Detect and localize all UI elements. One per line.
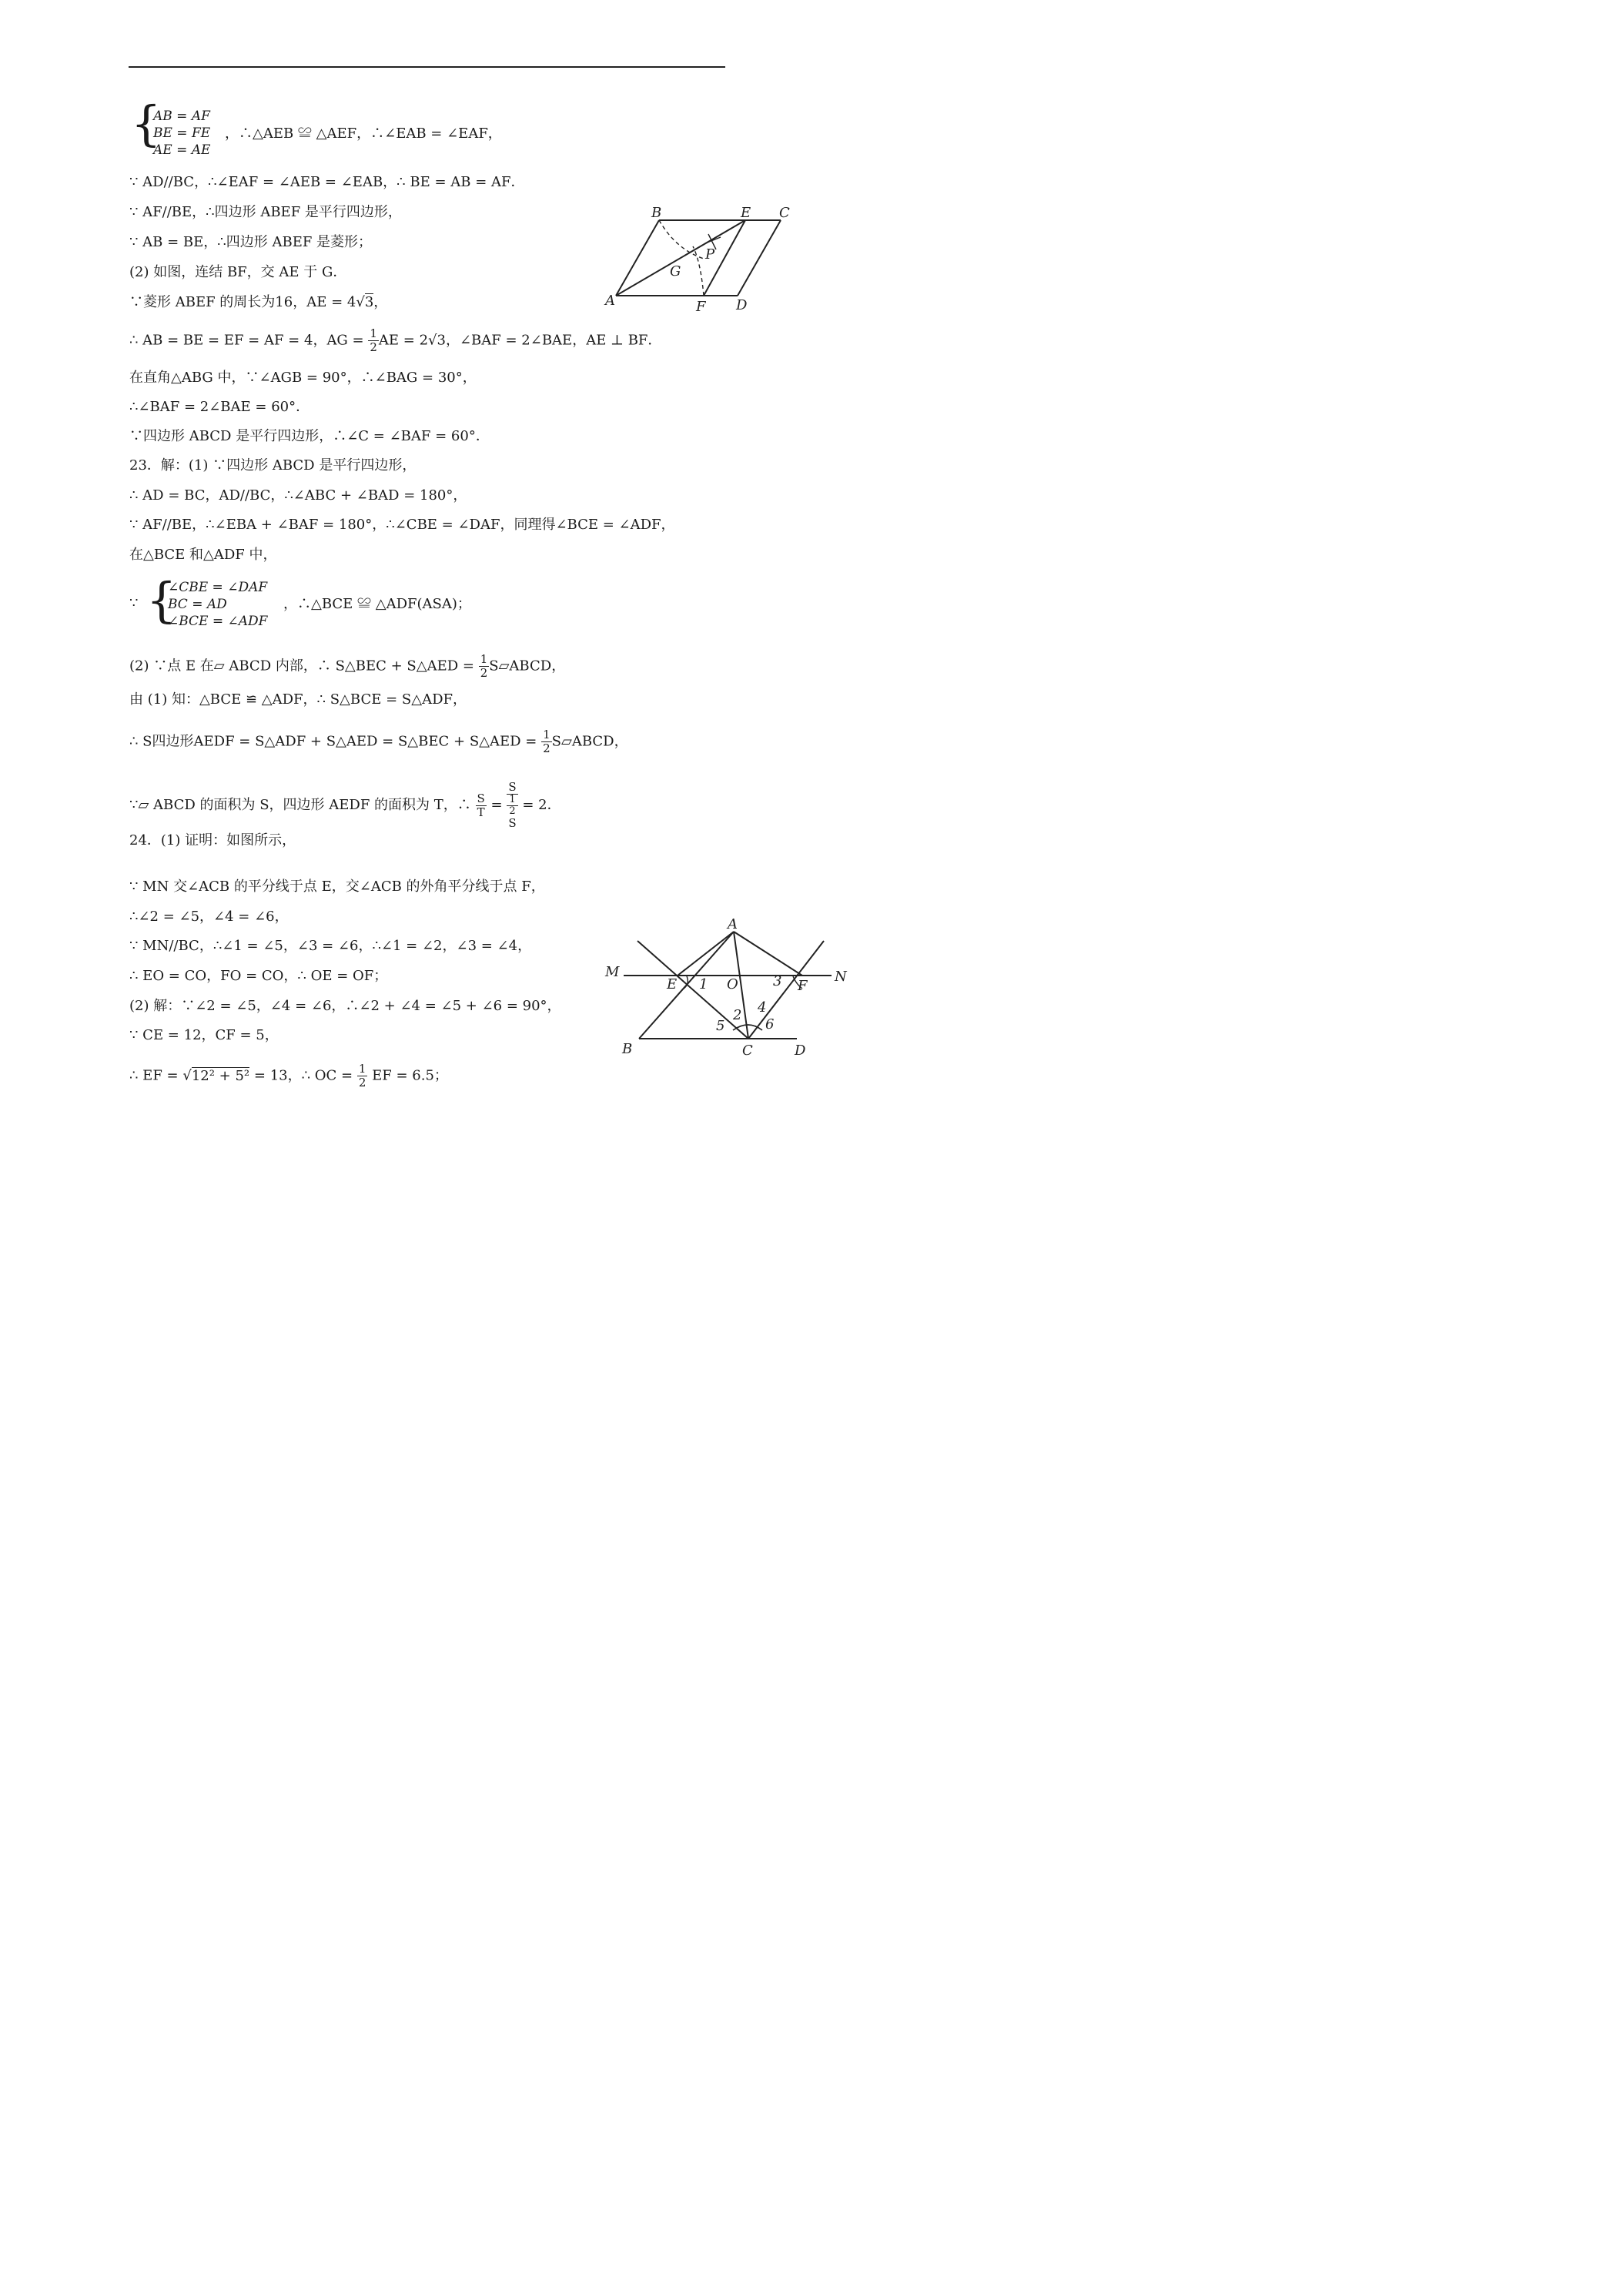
text-segment: ∴ S四边形AEDF = S△ADF + S△AED = S△BEC + S△AED = xyxy=(129,733,537,750)
label-e: E xyxy=(667,976,678,992)
label-angle-1: 1 xyxy=(699,976,708,992)
text-line: 在直角△ABG 中，∵∠AGB = 90°，∴∠BAG = 30°， xyxy=(129,370,477,386)
fraction-half xyxy=(368,327,379,354)
text-line: ∵ AF//BE，∴四边形 ABEF 是平行四边形， xyxy=(129,204,402,220)
text-line: (2) 解：∵∠2 = ∠5，∠4 = ∠6，∴∠2 + ∠4 = ∠5 + ∠6 = 90°， xyxy=(129,998,561,1014)
text-segment: 3 xyxy=(364,294,374,310)
label-n: N xyxy=(835,969,847,985)
text-segment: ∴ AB = BE = EF = AF = 4，AG = xyxy=(129,332,364,349)
text-line: ∵ AD//BC，∴∠EAF = ∠AEB = ∠EAB，∴ BE = AB = AF． xyxy=(129,174,525,190)
text-line xyxy=(129,728,628,755)
fraction-half xyxy=(541,728,552,755)
fraction-half xyxy=(507,795,517,817)
triangle-bisector-figure xyxy=(601,918,855,1064)
label-f: F xyxy=(798,978,808,994)
text-line: ∵ MN 交∠ACB 的平分线于点 E，交∠ACB 的外角平分线于点 F， xyxy=(129,879,545,895)
fraction-half xyxy=(357,1063,368,1089)
line-ab xyxy=(616,220,659,296)
text-segment: ， xyxy=(373,294,388,310)
question-23-heading: 23．解：(1) ∵四边形 ABCD 是平行四边形， xyxy=(129,457,417,474)
numerator: 1 xyxy=(543,728,550,741)
text-line xyxy=(129,293,387,312)
system-row: ∠BCE = ∠ADF xyxy=(168,614,268,629)
label-d: D xyxy=(736,297,748,313)
text-line: 在△BCE 和△ADF 中， xyxy=(129,547,277,563)
because-symbol: ∵ xyxy=(129,595,139,611)
text-line xyxy=(129,327,661,354)
denominator: 2 xyxy=(358,1076,366,1089)
text-line: ∵ AB = BE，∴四边形 ABEF 是菱形； xyxy=(129,234,373,250)
line-af xyxy=(734,932,802,976)
text-segment: S▱ABCD， xyxy=(489,658,566,674)
arc-f xyxy=(693,246,704,296)
text-line: ∴∠2 = ∠5，∠4 = ∠6， xyxy=(129,909,289,925)
parallelogram-figure xyxy=(601,202,801,313)
denominator: 2 xyxy=(509,805,516,817)
question-24-heading: 24．(1) 证明：如图所示， xyxy=(129,832,296,848)
denominator: 2 xyxy=(480,666,488,680)
system-row: AB = AF xyxy=(153,109,210,124)
numerator: S xyxy=(477,791,485,805)
equation-system-1 xyxy=(153,108,210,159)
equation-system-2 xyxy=(168,579,267,630)
label-g: G xyxy=(670,263,681,279)
label-angle-3: 3 xyxy=(773,973,782,989)
fraction-s-over-t xyxy=(476,792,487,819)
text-segment: S▱ABCD， xyxy=(551,733,628,750)
label-p: P xyxy=(705,246,715,263)
text-line: ∴ AD = BC，AD//BC，∴∠ABC + ∠BAD = 180°， xyxy=(129,487,467,504)
denominator: 2 xyxy=(370,340,377,354)
label-b: B xyxy=(622,1041,633,1057)
text-line: ∵ CE = 12，CF = 5， xyxy=(129,1027,279,1043)
text-segment: ∴ EF = xyxy=(129,1067,179,1084)
label-a: A xyxy=(728,918,738,932)
line-ae xyxy=(616,220,745,296)
s-symbol: S xyxy=(508,816,517,830)
text-line: 由 (1) 知：△BCE ≌ △ADF，∴ S△BCE = S△ADF， xyxy=(129,691,467,708)
label-c: C xyxy=(779,205,790,221)
text-segment: = 13，∴ OC = xyxy=(253,1067,353,1084)
denominator: T xyxy=(477,805,485,819)
text-line xyxy=(129,653,565,680)
text-segment: (2) ∵点 E 在▱ ABCD 内部，∴ S△BEC + S△AED = xyxy=(129,658,474,674)
label-angle-5: 5 xyxy=(716,1018,725,1034)
system-row: BE = FE xyxy=(153,126,211,141)
radicand: 12² + 5² xyxy=(191,1067,250,1084)
numerator: 1 xyxy=(358,1062,366,1076)
system-1-conclusion: ，∴△AEB ≌ △AEF，∴∠EAB = ∠EAF， xyxy=(225,126,502,142)
text-segment: = 2． xyxy=(522,797,561,813)
label-m: M xyxy=(605,964,620,980)
label-angle-4: 4 xyxy=(758,999,767,1016)
line-cd xyxy=(738,220,781,296)
text-segment: ∵▱ ABCD 的面积为 S，四边形 AEDF 的面积为 T，∴ xyxy=(129,797,471,813)
label-e: E xyxy=(741,205,751,221)
label-c: C xyxy=(742,1043,753,1059)
numerator: S xyxy=(508,780,517,794)
text-line: ∴∠BAF = 2∠BAE = 60°． xyxy=(129,399,310,415)
arc-b xyxy=(659,220,704,259)
label-o: O xyxy=(727,976,738,992)
system-row: AE = AE xyxy=(153,142,211,158)
header-rule xyxy=(129,66,725,68)
denominator-half-s xyxy=(507,795,517,830)
line-ae xyxy=(678,932,734,976)
text-line: ∵四边形 ABCD 是平行四边形，∴∠C = ∠BAF = 60°． xyxy=(129,428,490,444)
label-angle-6: 6 xyxy=(765,1016,775,1033)
denominator: 2 xyxy=(543,741,550,755)
system-row: BC = AD xyxy=(168,597,227,612)
label-b: B xyxy=(651,205,662,221)
text-line: ∵ AF//BE，∴∠EBA + ∠BAF = 180°，∴∠CBE = ∠DAF，同理得∠BCE = ∠ADF， xyxy=(129,517,675,533)
fraction-half xyxy=(479,653,490,680)
fraction-s-over-half-s xyxy=(507,781,517,830)
left-brace: { xyxy=(146,572,177,628)
label-d: D xyxy=(795,1043,806,1059)
sqrt-sign: √ xyxy=(356,294,365,310)
text-segment: AE = 2 xyxy=(378,332,429,349)
numerator: 1 xyxy=(480,652,488,666)
label-a: A xyxy=(605,293,615,309)
left-brace: { xyxy=(131,95,162,152)
sqrt-sign: √ xyxy=(182,1067,192,1084)
label-f: F xyxy=(696,299,706,313)
text-line: (2) 如图，连结 BF，交 AE 于 G． xyxy=(129,264,347,280)
system-row: ∠CBE = ∠DAF xyxy=(168,580,268,595)
numerator: 1 xyxy=(370,326,377,340)
text-line: ∵▱ ABCD 的面积为 S，四边形 AEDF 的面积为 T，∴ $\frac{S}{T}$ = S 1 2 S = 2． xyxy=(129,780,561,830)
text-segment: 3，∠BAF = 2∠BAE，AE ⊥ BF． xyxy=(437,332,662,349)
text-line xyxy=(129,1063,448,1089)
text-line: ∴ EO = CO，FO = CO，∴ OE = OF； xyxy=(129,968,388,984)
label-angle-2: 2 xyxy=(733,1007,742,1023)
text-segment: ∵菱形 ABEF 的周长为16，AE = 4 xyxy=(129,294,356,310)
numerator: 1 xyxy=(507,795,517,806)
text-line: ∵ MN//BC，∴∠1 = ∠5，∠3 = ∠6，∴∠1 = ∠2，∠3 = ∠4， xyxy=(129,938,532,954)
line-exterior-bisector xyxy=(748,941,824,1039)
text-segment: EF = 6.5； xyxy=(372,1067,448,1084)
sqrt-sign: √ xyxy=(428,332,437,349)
system-2-conclusion: ，∴△BCE ≌ △ADF(ASA)； xyxy=(283,596,471,612)
